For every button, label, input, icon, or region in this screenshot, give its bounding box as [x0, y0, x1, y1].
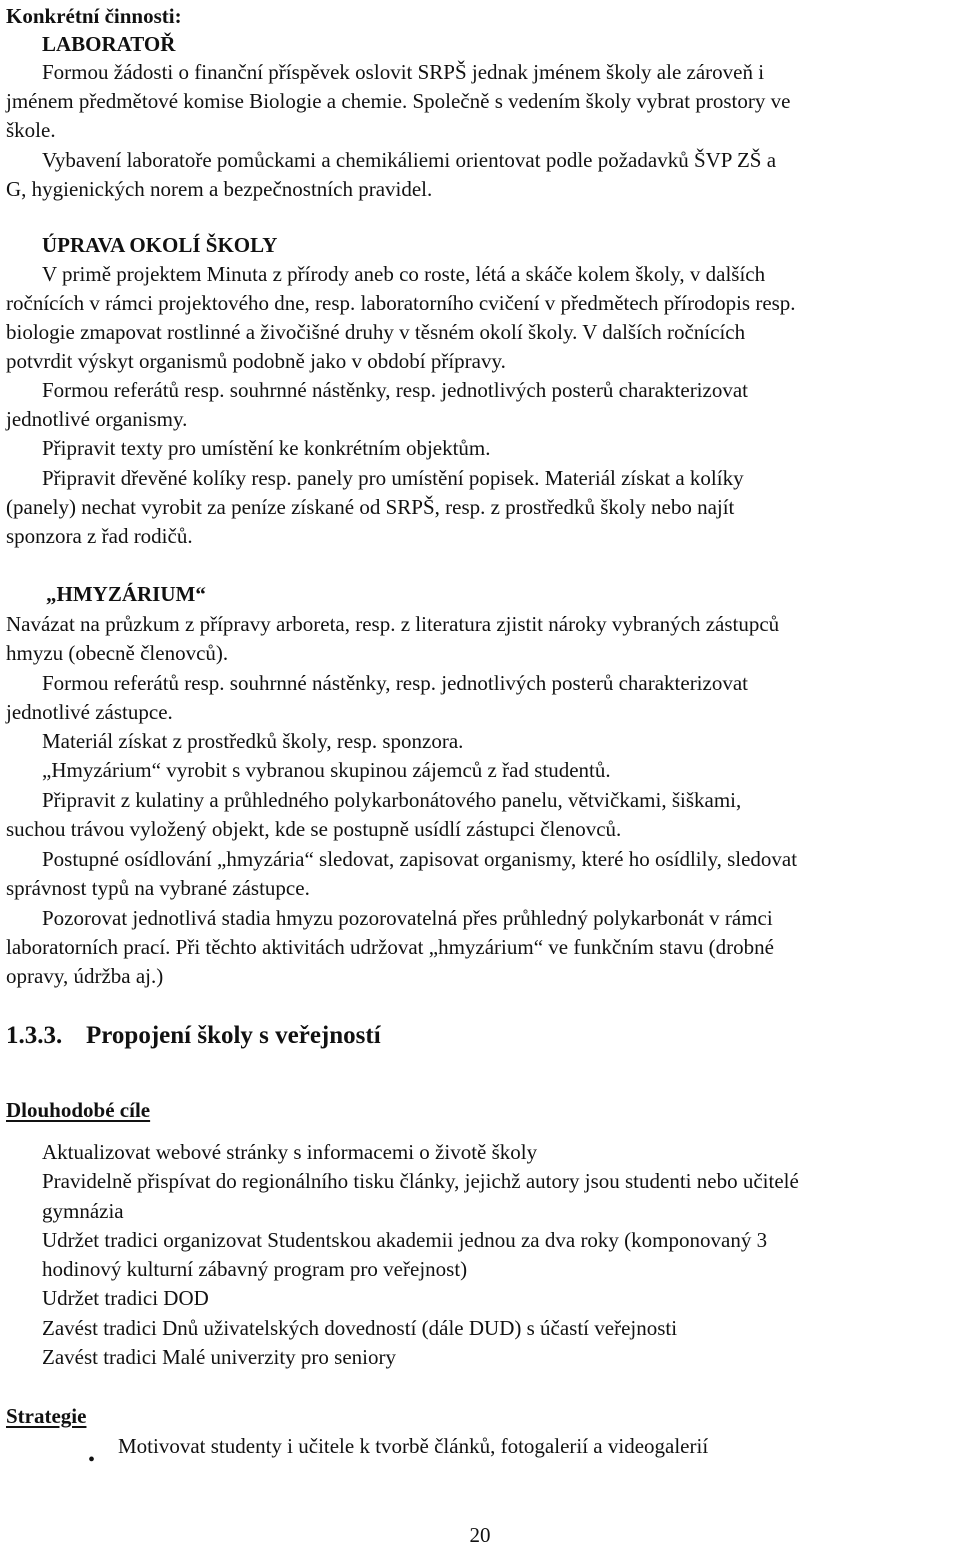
heading-konkretni-cinnosti: Konkrétní činnosti: [6, 4, 182, 28]
list-item: Aktualizovat webové stránky s informacemi o životě školy [42, 1140, 538, 1164]
text-line: Připravit z kulatiny a průhledného polykarbonátového panelu, větvičkami, šiškami, [42, 788, 742, 812]
text-line: hmyzu (obecně členovců). [6, 641, 229, 665]
text-line: (panely) nechat vyrobit za peníze získané od SRPŠ, resp. z prostředků školy nebo najít [6, 495, 735, 519]
text-line: Postupné osídlování „hmyzária“ sledovat, zapisovat organismy, které ho osídlily, sledovat [42, 847, 798, 871]
text-line: ročnících v rámci projektového dne, resp. laboratorního cvičení v předmětech přírodopis resp. [6, 291, 796, 315]
heading-hmyzarium: „HMYZÁRIUM“ [46, 582, 206, 606]
text-line: Připravit dřevěné kolíky resp. panely pro umístění popisek. Materiál získat a kolíky [42, 466, 744, 490]
text-line: jednotlivé organismy. [6, 407, 188, 431]
text-line: G, hygienických norem a bezpečnostních pravidel. [6, 177, 433, 201]
text-line: Pozorovat jednotlivá stadia hmyzu pozorovatelná přes průhledný polykarbonát v rámci [42, 906, 773, 930]
list-item: Zavést tradici Malé univerzity pro seniory [42, 1345, 396, 1369]
text-line: Navázat na průzkum z přípravy arboreta, resp. z literatura zjistit nároky vybraných zástupců [6, 612, 780, 636]
section-number: 1.3.3. [6, 1022, 63, 1049]
text-line: opravy, údržba aj.) [6, 964, 164, 988]
text-line: Formou žádosti o finanční příspěvek oslovit SRPŠ jednak jménem školy ale zároveň i [42, 60, 765, 84]
text-line: správnost typů na vybrané zástupce. [6, 876, 310, 900]
list-item: Motivovat studenty i učitele k tvorbě článků, fotogalerií a videogalerií [118, 1434, 709, 1458]
heading-dlouhodobe-cile: Dlouhodobé cíle [6, 1098, 151, 1122]
list-item: Udržet tradici DOD [42, 1286, 209, 1310]
text-line: jménem předmětové komise Biologie a chemie. Společně s vedením školy vybrat prostory ve [6, 89, 791, 113]
list-item: gymnázia [42, 1199, 124, 1223]
text-line: jednotlivé zástupce. [6, 700, 173, 724]
text-line: V primě projektem Minuta z přírody aneb co roste, létá a skáče kolem školy, v dalších [42, 262, 766, 286]
text-line: suchou trávou vyložený objekt, kde se postupně usídlí zástupci členovců. [6, 817, 622, 841]
text-line: Vybavení laboratoře pomůckami a chemikáliemi orientovat podle požadavků ŠVP ZŠ a [42, 148, 777, 172]
text-line: Formou referátů resp. souhrnné nástěnky, resp. jednotlivých posterů charakterizovat [42, 671, 748, 695]
page-number: 20 [469, 1523, 491, 1547]
list-item: Udržet tradici organizovat Studentskou akademii jednou za dva roky (komponovaný 3 [42, 1228, 768, 1252]
heading-uprava-okoli-skoly: ÚPRAVA OKOLÍ ŠKOLY [42, 233, 278, 257]
list-item: hodinový kulturní zábavný program pro veřejnost) [42, 1257, 468, 1281]
bullet-icon: • [88, 1449, 96, 1471]
heading-strategie: Strategie [6, 1404, 87, 1428]
list-item: Pravidelně přispívat do regionálního tisku články, jejichž autory jsou studenti nebo učitelé [42, 1169, 799, 1193]
text-line: Formou referátů resp. souhrnné nástěnky, resp. jednotlivých posterů charakterizovat [42, 378, 748, 402]
list-item: Zavést tradici Dnů uživatelských dovedností (dále DUD) s účastí veřejnosti [42, 1316, 678, 1340]
text-line: „Hmyzárium“ vyrobit s vybranou skupinou zájemců z řad studentů. [42, 758, 611, 782]
text-line: biologie zmapovat rostlinné a živočišné druhy v těsném okolí školy. V dalších ročnících [6, 320, 746, 344]
text-line: Materiál získat z prostředků školy, resp. sponzora. [42, 729, 464, 753]
heading-laborator: LABORATOŘ [42, 32, 176, 56]
text-line: sponzora z řad rodičů. [6, 524, 193, 548]
text-line: Připravit texty pro umístění ke konkrétním objektům. [42, 436, 491, 460]
text-line: potvrdit výskyt organismů podobně jako v období přípravy. [6, 349, 506, 373]
text-line: laboratorních prací. Při těchto aktivitách udržovat „hmyzárium“ ve funkčním stavu (drobné [6, 935, 774, 959]
text-line: škole. [6, 118, 56, 142]
section-title: Propojení školy s veřejností [86, 1022, 381, 1049]
